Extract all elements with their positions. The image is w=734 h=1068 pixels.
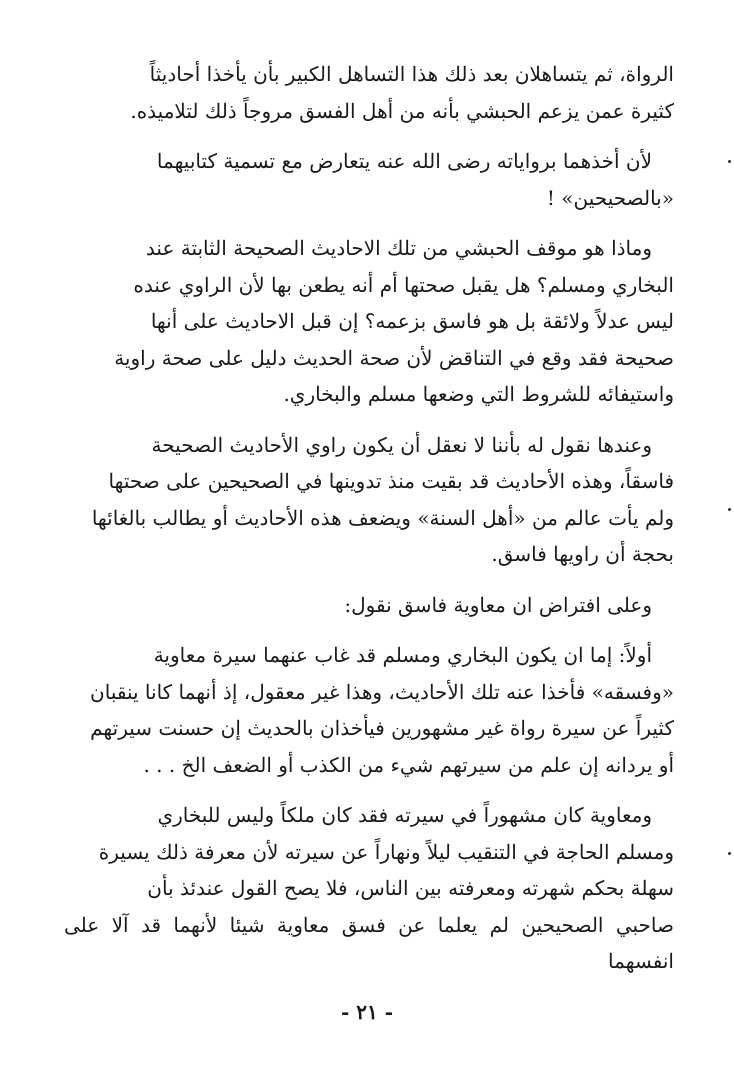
text-line: سهلة بحكم شهرته ومعرفته بين الناس، فلا يصح القول عندئذ بأن	[147, 876, 674, 900]
page-body	[64, 56, 674, 994]
text-line: لأن أخذهما برواياته رضى الله عنه يتعارض مع تسمية كتابيهما	[156, 149, 652, 173]
paragraph	[64, 427, 674, 573]
text-line: فاسقاً، وهذه الأحاديث قد بقيت منذ تدوينها في الصحيحين على صحتها	[108, 469, 674, 493]
paragraph	[64, 56, 674, 129]
text-line: صحيحة فقد وقع في التناقض لأن صحة الحديث دليل على صحة راوية	[114, 345, 674, 370]
margin-dot	[728, 508, 731, 511]
paragraph	[64, 143, 674, 216]
text-line: بحجة أن راويها فاسق.	[491, 542, 674, 566]
text-line: وعندها نقول له بأننا لا نعقل أن يكون راوي الأحاديث الصحيحة	[151, 432, 652, 457]
text-line: «بالصحيحين» !	[546, 185, 674, 210]
page-number: - ٢١ -	[340, 1000, 393, 1024]
text-line: ومسلم الحاجة في التنقيب ليلاً ونهاراً عن سيرته لأن معرفة ذلك يسيرة	[98, 839, 674, 864]
text-line: وماذا هو موقف الحبشي من تلك الاحاديث الصحيحة الثابتة عند	[145, 236, 652, 260]
paragraph	[64, 637, 674, 783]
text-line: أولاً: إما ان يكون البخاري ومسلم قد غاب عنهما سيرة معاوية	[153, 643, 652, 667]
text-line: البخاري ومسلم؟ هل يقبل صحتها أم أنه يطعن بها لأن الراوي عنده	[133, 272, 674, 297]
margin-dot	[728, 852, 731, 855]
text-line: كثيراً عن سيرة رواة غير مشهورين فيأخذان بالحديث إن حسنت سيرتهم	[90, 716, 674, 740]
text-line: كثيرة عمن يزعم الحبشي بأنه من أهل الفسق مروجاً ذلك لتلاميذه.	[130, 98, 674, 123]
text-line: ولم يأت عالم من «أهل السنة» ويضعف هذه الأحاديث أو يطالب بالغائها	[91, 505, 674, 530]
text-line: واستيفائه للشروط التي وضعها مسلم والبخاري.	[283, 382, 674, 406]
text-line: صاحبي الصحيحين لم يعلما عن فسق معاوية شيئا لأنهما قد آلا على انفسهما	[64, 912, 674, 973]
text-line: ليس عدلاً ولائقة بل هو فاسق بزعمه؟ إن قبل الاحاديث على أنها	[150, 309, 674, 333]
text-line: ومعاوية كان مشهوراً في سيرته فقد كان ملكاً وليس للبخاري	[157, 803, 652, 827]
paragraph	[64, 230, 674, 413]
text-line: «وفسقه» فأخذا عنه تلك الأحاديث، وهذا غير معقول، إذ أنهما كانا ينقبان	[90, 679, 674, 704]
paragraph	[64, 797, 674, 980]
text-line: الرواة، ثم يتساهلان بعد ذلك هذا التساهل الكبير بأن يأخذا أحاديثاً	[149, 62, 674, 86]
text-line: وعلى افتراض ان معاوية فاسق نقول:	[344, 592, 652, 617]
text-line: أو يردانه إن علم من سيرتهم شيء من الكذب أو الضعف الخ . . .	[143, 752, 674, 777]
margin-dot	[728, 160, 731, 163]
paragraph	[64, 587, 674, 624]
